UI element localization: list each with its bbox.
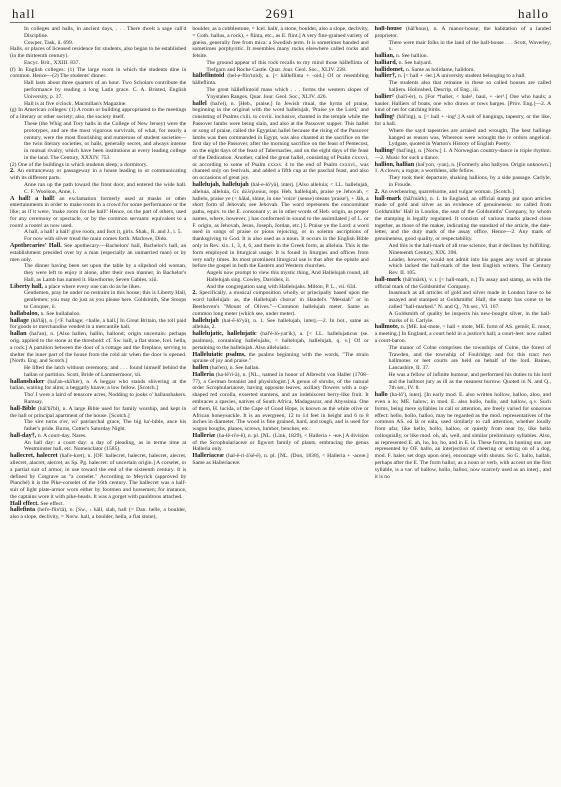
entry-text: And the congregation sang with Hallelujahs. Milton, P. L., vii. 634. (206, 283, 357, 290)
entry-text: (hal'an-shā'kėr), n. A beggar who stands shivering at the hallan, waiting for alms; a beggarly knave; a low fellow. [Scotch.] (10, 378, 187, 392)
citation (10, 26, 186, 40)
headword: hallen (192, 364, 211, 372)
entry-text: A Goldsmith of quality he inspects his new-bought silver, in the hall-marks of it. Carlyle. (388, 310, 551, 324)
dictionary-entry (192, 365, 368, 372)
headword: hallecret, halecret (10, 452, 60, 460)
headword: 2. (374, 187, 381, 195)
entry-text: He lifted the latch without ceremony, and . . . found himself behind the hallan or partition. Scott, Bride of Lammermoor, xii. (24, 365, 187, 378)
dictionary-entry (375, 392, 551, 480)
citation (10, 365, 186, 379)
column-left (10, 26, 186, 784)
headword: hallabaloo, (10, 309, 41, 317)
headword: hallion, hallian (374, 160, 416, 168)
headword: halliard, (374, 58, 399, 66)
headword: Halleriæ (192, 431, 217, 439)
headword: Hall effect. (10, 499, 41, 507)
dictionary-entry (10, 507, 186, 521)
entry-text: An overbearing, quarrelsome, and vulgar woman. [Scotch.] (380, 188, 514, 195)
entry-text: (ha-lē-ri'e-ē), n. pl. [NL. (Link, 1829), < Halleria + -eæ.] A division of the Scrophulariaceæ or figwort family of plants, embracing the genus Halleria only. (192, 432, 369, 453)
citation (10, 263, 186, 283)
entry-text: The manor of Colne comprises the townships of Colne, the forest of Trawden, and the township of Foulridge; and for this tract two hallmotes or leet courts are held on behalf of the lord. Baines, Lancashire, II. 37. (388, 344, 551, 372)
headword: hallel (192, 99, 211, 107)
entry-text: Tho' I were a laird of tenscore acres, Nodding to jooks o' hallanshakers. Ramsay. (24, 392, 187, 405)
entry-text: the psalms beginning with the words, "The strain upraise of joy and praise." (192, 351, 369, 365)
citation (375, 311, 551, 325)
dictionary-entry (10, 67, 186, 81)
citation (375, 40, 551, 54)
headword: hallier² (374, 92, 397, 100)
headword: hallelujatic, hallelujatic (192, 330, 261, 338)
citation (10, 419, 186, 433)
citation (375, 80, 551, 94)
entry-text: For now with silver tread the main comes forth. Marlowe, Dido. (24, 236, 168, 243)
citation (10, 290, 186, 310)
headword: halling¹ (374, 113, 397, 121)
entry-text: (2) One of the buildings in which students sleep; a dormitory. (10, 161, 148, 168)
entry-text: He was a fellow of infinite humour, and performed his duties to his lord and the hallmot jury as ill as the meanest burrow. Quoted in N. and Q., 7th ser., IV. 8. (388, 371, 551, 392)
entry-text: In colleges and halls, in ancient days, . . . There dwelt a sage call'd Discipline. (24, 26, 187, 39)
dictionary-entry (192, 318, 368, 332)
entry-text: (hal-ē-lö'yä), n. 1. See hallelujah, interj.—2. In bot., same as alleluia, 2. (192, 317, 369, 331)
entry-text: (hâl'märk), n. 1. In England, an official stamp put upon articles made of gold and silver as an evidence of genuineness: so called from Goldsmiths' Hall in London, the seat of the Goldsmiths' Company, by whom the stamping is legally regulated. It consists of various marks placed close together, as those of the maker, indicating the standard of the article, the date-letter, and the duty mark of the assay office. Hence—2. Any mark of genuineness, good quality, or respectability. (374, 195, 551, 243)
citation (10, 60, 186, 67)
headword: Halleriaceæ (192, 452, 227, 460)
dictionary-entry (375, 26, 551, 40)
headword: A hall! a hall! (10, 194, 60, 202)
entry-text: n. [< hall + -ier.] A university student belonging to a hall. (398, 73, 526, 80)
dictionary-entry (192, 433, 368, 453)
headword: hallan (10, 330, 30, 338)
entry-text: Leader, however, would not admit into his pages any word or phrase which lacked the hall-mark of the best English writers. The Century Rev. II. 105. (388, 256, 551, 277)
entry-text: (hâ'lāj), n. [<F. hallage; <halle, a hall.] In Great Britain, the toll paid for goods or merchandise vended in a mercantile hall. (10, 317, 187, 331)
citation (375, 372, 551, 392)
entry-text: See effect. (40, 500, 64, 507)
headword: hallidomet, (374, 65, 406, 73)
dictionary-entry (10, 284, 186, 291)
dictionary-entry (10, 331, 186, 365)
citation (192, 87, 368, 101)
dictionary-entry (375, 162, 551, 176)
citation (10, 440, 186, 454)
citation (192, 60, 368, 74)
dictionary-entry (10, 168, 186, 182)
entry-text: a place where every one can do as he likes. (44, 283, 141, 290)
entry-text: n. A court-day. Nares. (37, 432, 87, 439)
entry-text: An entranceway or passageway in a house leading to or communicating with its different parts. (10, 168, 187, 182)
entry-text: (hâl'märk), v. t. [< hall-mark, n.] To assay and stamp, as with the official mark of the Goldsmiths' Company. (374, 276, 551, 290)
headword: hall-house (374, 26, 406, 32)
dictionary-entry (10, 433, 186, 440)
dictionary-entry (192, 26, 368, 60)
headword: hälleflintoid (192, 72, 228, 80)
headword: hallier†, (374, 72, 399, 80)
dictionary-entry (10, 196, 186, 230)
entry-text: (hal'i-ėr), n. [For *halier, < hale¹, haul, + -ier¹.] One who hauls; a hauler. Halliers of boats, one who draws or tows barges. [Prov. Eng.]—2. A kind of net for catching birds. (374, 93, 551, 114)
dictionary-entry (375, 94, 551, 114)
headword: hall-mark (374, 275, 403, 283)
headword: Apothecaries' Hall. (10, 242, 65, 249)
entry-text: Where the sayd tapestries are arraied and wrought, The best hallinge hanged as reason was, Whereon were wrought the iv ordors angelical. Lydgate, quoted in Warton's History of English Poetry. (388, 127, 551, 148)
dictionary-entry (10, 318, 186, 332)
headword: hallage (10, 316, 31, 324)
entry-text: an exclamation formerly used at masks or other entertainments in order to make room in a crowd for some performance or the like; as if it were, 'make room for the hall!' Hence, on the part of others, used for any ceremony or spectacle, or by the common servants: equivalent to a room! a room! as now used. (10, 195, 187, 229)
entry-text: Halls, or places of licensed residence for students, also began to be established (in the thirteenth century). (10, 46, 187, 60)
headword: hallmote, (374, 323, 401, 331)
headword: hallo (374, 391, 390, 399)
entry-text: (hel-e-flin'toid), a. [< hälleflinta + -oid.] Of or resembling hälleflinta. (192, 73, 369, 87)
entry-text: boulder, as a cobblestone, = Icel. hallr, a stone, boulder, also a slope, declivity, = Goth. hallus, a rock), + flinta, etc., as E. flint.] A very fine-grained variety of gneiss, generally free from mica: a Swedish term. It is sometimes banded and sometimes porphyritic. It resembles many rocks elsewhere called rocks and felsite. (192, 26, 369, 60)
citation (375, 345, 551, 372)
citation (10, 392, 186, 406)
dictionary-entry (10, 406, 186, 420)
citation (375, 257, 551, 277)
dictionary-entry (10, 107, 186, 121)
entry-text: (ha-lē'ri-ä), n. [NL., named in honor of Albrecht von Haller (1708–77), a German botanist and physiologist.] A genus of shrubs, of the natural order Scrophulariaceæ, having opposite leaves, axillary flowers with a cup-shaped red corolla, exserted stamens, and an indehiscent berry-like fruit. It embraces a species, natives of South Africa, Madagascar, and Abyssinia. One of them, H. lucida, of the Cape of Good Hope, is known as the white olive or African honeysuckle. It is an evergreen, 12 to 14 feet in height and 6 to 8 inches in diameter. The wood is fine grained, hard, and tough, and is used for wagon boughs, planes, screws, lumber, benches, etc. (192, 371, 369, 433)
citation (375, 243, 551, 257)
dictionary-entry (192, 331, 368, 351)
entry-text: n. See halyard. (398, 59, 432, 66)
entry-text: Angels now prompt to view this mystic thing, And Hallelujah round, all Hallelujah sing. Cowley, Davideis, ii. (206, 270, 369, 283)
entry-text: Hall is at five o'clock. Macmillan's Magazine. (24, 100, 127, 107)
dictionary-entry (375, 324, 551, 344)
page-number: 2691 (265, 6, 296, 21)
entry-text: The great hälleflintoid mass which . . . forms the western slopes of Ynystalen Ranges. Quar. Jour. Geol. Soc., XLIV. 426. (206, 87, 369, 100)
citation (375, 175, 551, 189)
entry-text: Specifically, a musical composition wholly or principally based upon the word hallelujah: as, the Hallelujah chorus' in Handel's "Messiah" or in Beethoven's "Mount of Olives."—Common hallelujah meter. Same as common long meter (which see, under meter). (192, 290, 369, 317)
entry-text: Encyc. Brit., XXIII. 837. (24, 59, 80, 66)
dictionary-entry (192, 73, 368, 87)
entry-text: Gentlemen, pray be under no restraint in this house; this is Liberty Hall, gentlemen; you may do just as you please here. Goldsmith, She Stoops to Conquer, ii. (24, 290, 187, 311)
entry-text: See apothecary.—Bachelors' hall, Bachelor's hall, an establishment presided over by a man (especially an unmarried man) or by men only. (10, 243, 187, 263)
headword: hallian, (374, 52, 396, 60)
column-middle (192, 26, 368, 784)
entry-text: The sire turns o'er, wi' patriarchal grace, The big ha'-bible, ance his father's pride. Burns, Cotter's Saturday Night. (24, 419, 187, 433)
entry-text: The students also that remaine in these so called houses are called halliers. Holinshed, Descrip. of Eng., iii. (388, 80, 551, 94)
headword: hall-Bible (10, 404, 38, 412)
entry-text: There were mair folks in the land of the hall-house . . . Scott, Waverley, x. (388, 39, 551, 53)
entry-text: n. See hullabaloo. (40, 310, 81, 317)
citation (10, 121, 186, 162)
entry-text: Inasmuch as all articles of gold and silver made in London have to be assayed and stamped at Goldsmiths' Hall, the stamp has come to be called "hall-marked." N. and Q., 7th ser., VI. 167. (388, 290, 551, 311)
entry-text: Hall lasts about three quarters of an hour. Two Scholars contribute the performance by reading a long Latin grace. C. A. Bristed, English University, p. 37. (24, 80, 187, 100)
headword: Halleria (192, 370, 216, 378)
running-head-left: hall (12, 6, 36, 21)
dictionary-entry (375, 114, 551, 128)
entry-text: (hal-e-lö'yä), interj. [Also alleluia; < LL. hallelujah, alleluia, alleluia, Gr. ἀλληλούια, repr. Heb. hallelujah, praise ye Jehovah, < hallelu, praise ye (< hālal, shine, in one 'voice' (sense) means 'praise'), + Jāh, a short form of Jehovah; see Jehovah. The word represents the concomitant paths, equiv. to the E. consonant y; as in other words of Heb. origin, as proper names, where, however, j has conformed in sound to the assimilated j of L. or F. origin, as Jehovah, Jesus, Joseph, Jordan, etc.] I. Praise ye the Lord: a word used in songs of praise or pious rejoicing, or in solemn ascriptions of thanksgiving to God. It is also used as a noun. It occurs in the English Bible only in Rev. xix. 1, 3, 4, 6, and there in the Greek form, as alleluia. This is the form employed in liturgical usage. It is found in liturgies and offices from very early times. Its most prominent liturgical use is that after the epistle and before the gospel in both the Eastern and Western churches. (192, 181, 369, 270)
entry-text: (hal'ing), n. [Norw.] 1. A Norwegian country-dance in triple rhythm.—2. Music for such a dance. (374, 148, 551, 161)
entry-text: n. Same as holidame, halidom. (405, 66, 475, 73)
citation (375, 128, 551, 148)
entry-text: And this is the hall-mark of all true science, that it declines by fulfilling. Nineteenth Century, XIX. 398. (388, 243, 551, 256)
entry-text: (g) In American colleges: (1) A room or building appropriated to the meetings of a literary or other society; also, the society itself. (10, 107, 187, 121)
entry-text: (hel'e-flin'tä), n. [Sw., ‹ häll, slab, hall (= Dan. helle, a boulder, also a slope, declivity, = Norw. hall, a boulder, hella, a flat stone), (10, 507, 187, 521)
headword: 2. (10, 167, 18, 175)
dictionary-entry (192, 372, 368, 433)
entry-text: (hâl'ing), n. [< hall + -ing¹.] A suit of hangings, tapestry, or the like, for a hall. (374, 114, 551, 127)
column-right (375, 26, 551, 784)
entry-text: (hal'el), n. [Heb., praise.] In Jewish ritual, the hymn of praise, beginning in the original with the word hallelujah, 'Praise ye the Lord,' and consisting of Psalms cxiii. to cxviii. inclusive, chanted in the temple while the Passover lambs were being slain, and also at the Passover supper. This hallel or song of praise, called the Egyptian hallel because the rising of the Passover lambs was then commanded in Egypt, was also chanted at the sacrifice on the first day of the Passover, after the morning sacrifice on the feast of Pentecost, on the eight days of the feast of Tabernacles, and on the eight days of the feast of the Dedication. Another, called the great hallel, consisting of Psalm cxxxvi, or according to some of Psalm cxxxv. 4 to the end of Psalm cxxxvi., was chanted only on festivals, and added a fifth cup at the paschal feast, and also on occasions of great joy. (192, 100, 369, 182)
citation (192, 270, 368, 284)
entry-text: (f) In English colleges: (1) The large room in which the students dine in common. Hence—(2) The students' dinner. (10, 66, 187, 80)
entry-text: (hal'an), n. [Also hallen, hallin, hallond; origin uncertain: perhaps orig. applied to the stone at the threshold: cf. Sw. hall, a flat stone, Icel. hella, a rock.] A partition between the door of a cottage and the fireplace, serving to shelter the inner part of the house from the cold air when the door is opened. [North. Eng. and Scotch.] (10, 331, 187, 365)
dictionary-entry (10, 46, 186, 60)
entry-text: (ha-lō'), interj. [In early mod. E. also written hollow, halloo, aloo, and even a lo; ME. halow; in mod. E. also hollo, hullo, and hallow, q.v. Such forms, being mere syllables in call or attention, are freely varied for sonorous effect: hello, hollo, halloo, may be regarded as the mod. representatives of the common AS. eá lá or eála, used similarly to call attention, whether loudly from afar, like hello, hollo, halloo, or quietly from near by, like hello colloquially, or like mod. oh, ah, well, and similar preliminary syllables. Also, as represented E. ah, ho, ho, ho, and in E. la. These forms, in hunting use, are represented by OF. hallo, an interjection of cheering or setting on of a dog, mod. F. haler, set dogs upon one), encourage with shouts. So G. hallo, hallah, perhaps after the E. The form hallor, as a noun or verb, with accent on the first syllable, is a var. of hallow, hollo, halloo, now scarcely used as an interj., and it is no (374, 392, 551, 480)
headword: hallefinta (10, 506, 38, 514)
headword: hallanshaker (10, 377, 48, 385)
headword: 2. (192, 289, 200, 297)
entry-text: n. [ME. hal-mote, < hall + mote, ME. form of AS. gemōt, E. moot, a meeting.] In England, a court held in a justice's hall; a court-leet: now called a court-baron. (374, 324, 551, 344)
headword: hallelujah (192, 316, 222, 324)
headword: Halleluiatic psalms, (192, 350, 249, 358)
dictionary-entry (192, 453, 368, 467)
dictionary-entry (10, 379, 186, 393)
entry-text: (hal'en), n. See hallan. (210, 365, 260, 372)
dictionary-entry (192, 290, 368, 317)
dictionary-entry (375, 53, 551, 60)
text-columns (10, 26, 551, 784)
dictionary-entry (375, 148, 551, 162)
entry-text: An hall day: a court day: a day of pleading, as in terme time at Westminster hall, etc. Nomenclator (1585). (24, 439, 187, 453)
headword: hall-mark (374, 194, 404, 202)
dictionary-entry (10, 243, 186, 263)
entry-text: (hal'yon, -yan), n. [Formerly also hallyon. Origin unknown.] 1. A clown; a rogue; a worthless, idle fellow. (374, 161, 551, 175)
dictionary-entry (192, 352, 368, 366)
dictionary-entry (375, 196, 551, 243)
headword: hallelujah, hallelujah (192, 180, 251, 188)
entry-text: A hall, a hall! a hall! give room, and foot it, girls. Shak., R. and J., i. 5. (24, 229, 182, 236)
entry-text: (hal'e-kret), n. [OF. hallecret, halecret, halecret, alecret, allecret, alacret, alecret, as Sp. Pg. halecret: of uncertain origin.] A corselet, or a partial suit of armor, in use toward the end of the sixteenth century. It is defined by Cotgrave as "a corselet." According to Meyrick (approved by Planché) it is the Pike-corselet of the 16th century. The hallecret was a half-suit of light plate-armor worn either by footmen and horsemen; for instance, the captains wore it with pike-heads. It was a gorget with pauldrons attached. (10, 453, 187, 500)
dictionary-entry (192, 101, 368, 182)
headword: halling² (374, 147, 397, 155)
running-head-right: hallo (518, 6, 549, 21)
entry-text: Cowper, Task, ii. 699. (24, 39, 74, 46)
dictionary-entry (375, 73, 551, 80)
dictionary-entry (375, 277, 551, 291)
entry-text: They took their departure, shaking hallions, by a side passage. Carlyle, in Froude. (388, 175, 551, 188)
page-header (10, 6, 551, 23)
entry-text: n. See hallion. (395, 53, 428, 60)
citation (375, 290, 551, 310)
dictionary-entry (192, 182, 368, 270)
entry-text: These (the Whig and Tory halls in the College of New Jersey) were the prototypes, and are the most vigorous survivals, of what, for nearly a century, were the most flourishing and numerous of student societies—the twin literary societies, or halls, generally secret, and always intense in mutual rivalry, which have been institutions at every leading college in the land. The Century, XXXIV. 753. (24, 120, 187, 161)
citation (10, 80, 186, 100)
entry-text: (hâl'bī'bl), n. A large Bible used for family worship, and kept in the hall or principal apartment of the house. [Scotch.] (10, 405, 187, 419)
entry-text: (hâl'hous), n. A manor-house; the habitation of a landed proprietor. (374, 26, 551, 39)
headword: hall-day†, (10, 431, 38, 439)
entry-text: The ground appear of this rock recalls to my mind those hälleflinta of Trefgarn and Roche Castle. Quar. Jour. Geol. Soc., XLIV. 228. (206, 59, 369, 73)
dictionary-entry (10, 453, 186, 500)
entry-text: The dinner having been set upon the table by a slipshod old woman, they were left to enjoy it alone, after their own manner, in Bachelor's Hall, as Lamb has named it. Hawthorne, Seven Gables, xiii. (24, 263, 187, 283)
entry-text: (hal-ē-ri-ā'sē-ē), n. pl. [NL. (Don, 1838), < Halleria + -aceæ.] Same as Halleriaceæ. (192, 453, 369, 466)
headword: Liberty hall, (10, 282, 45, 290)
entry-text: Anne ran up the path toward the front door, and entered the wide hall. C. F. Woolson, Anne, i. (24, 181, 187, 195)
dictionary-entry (10, 311, 186, 318)
entry-text: (hal'ē-lö-yat'ik), a. [< LL. hallelujaticus (se. psalmus), containing hallelujahs, < hallelujah, hallelujah, q. v.] Of or pertaining to the hallelujah. Also alleluiatic. (192, 331, 369, 351)
citation (10, 182, 186, 196)
